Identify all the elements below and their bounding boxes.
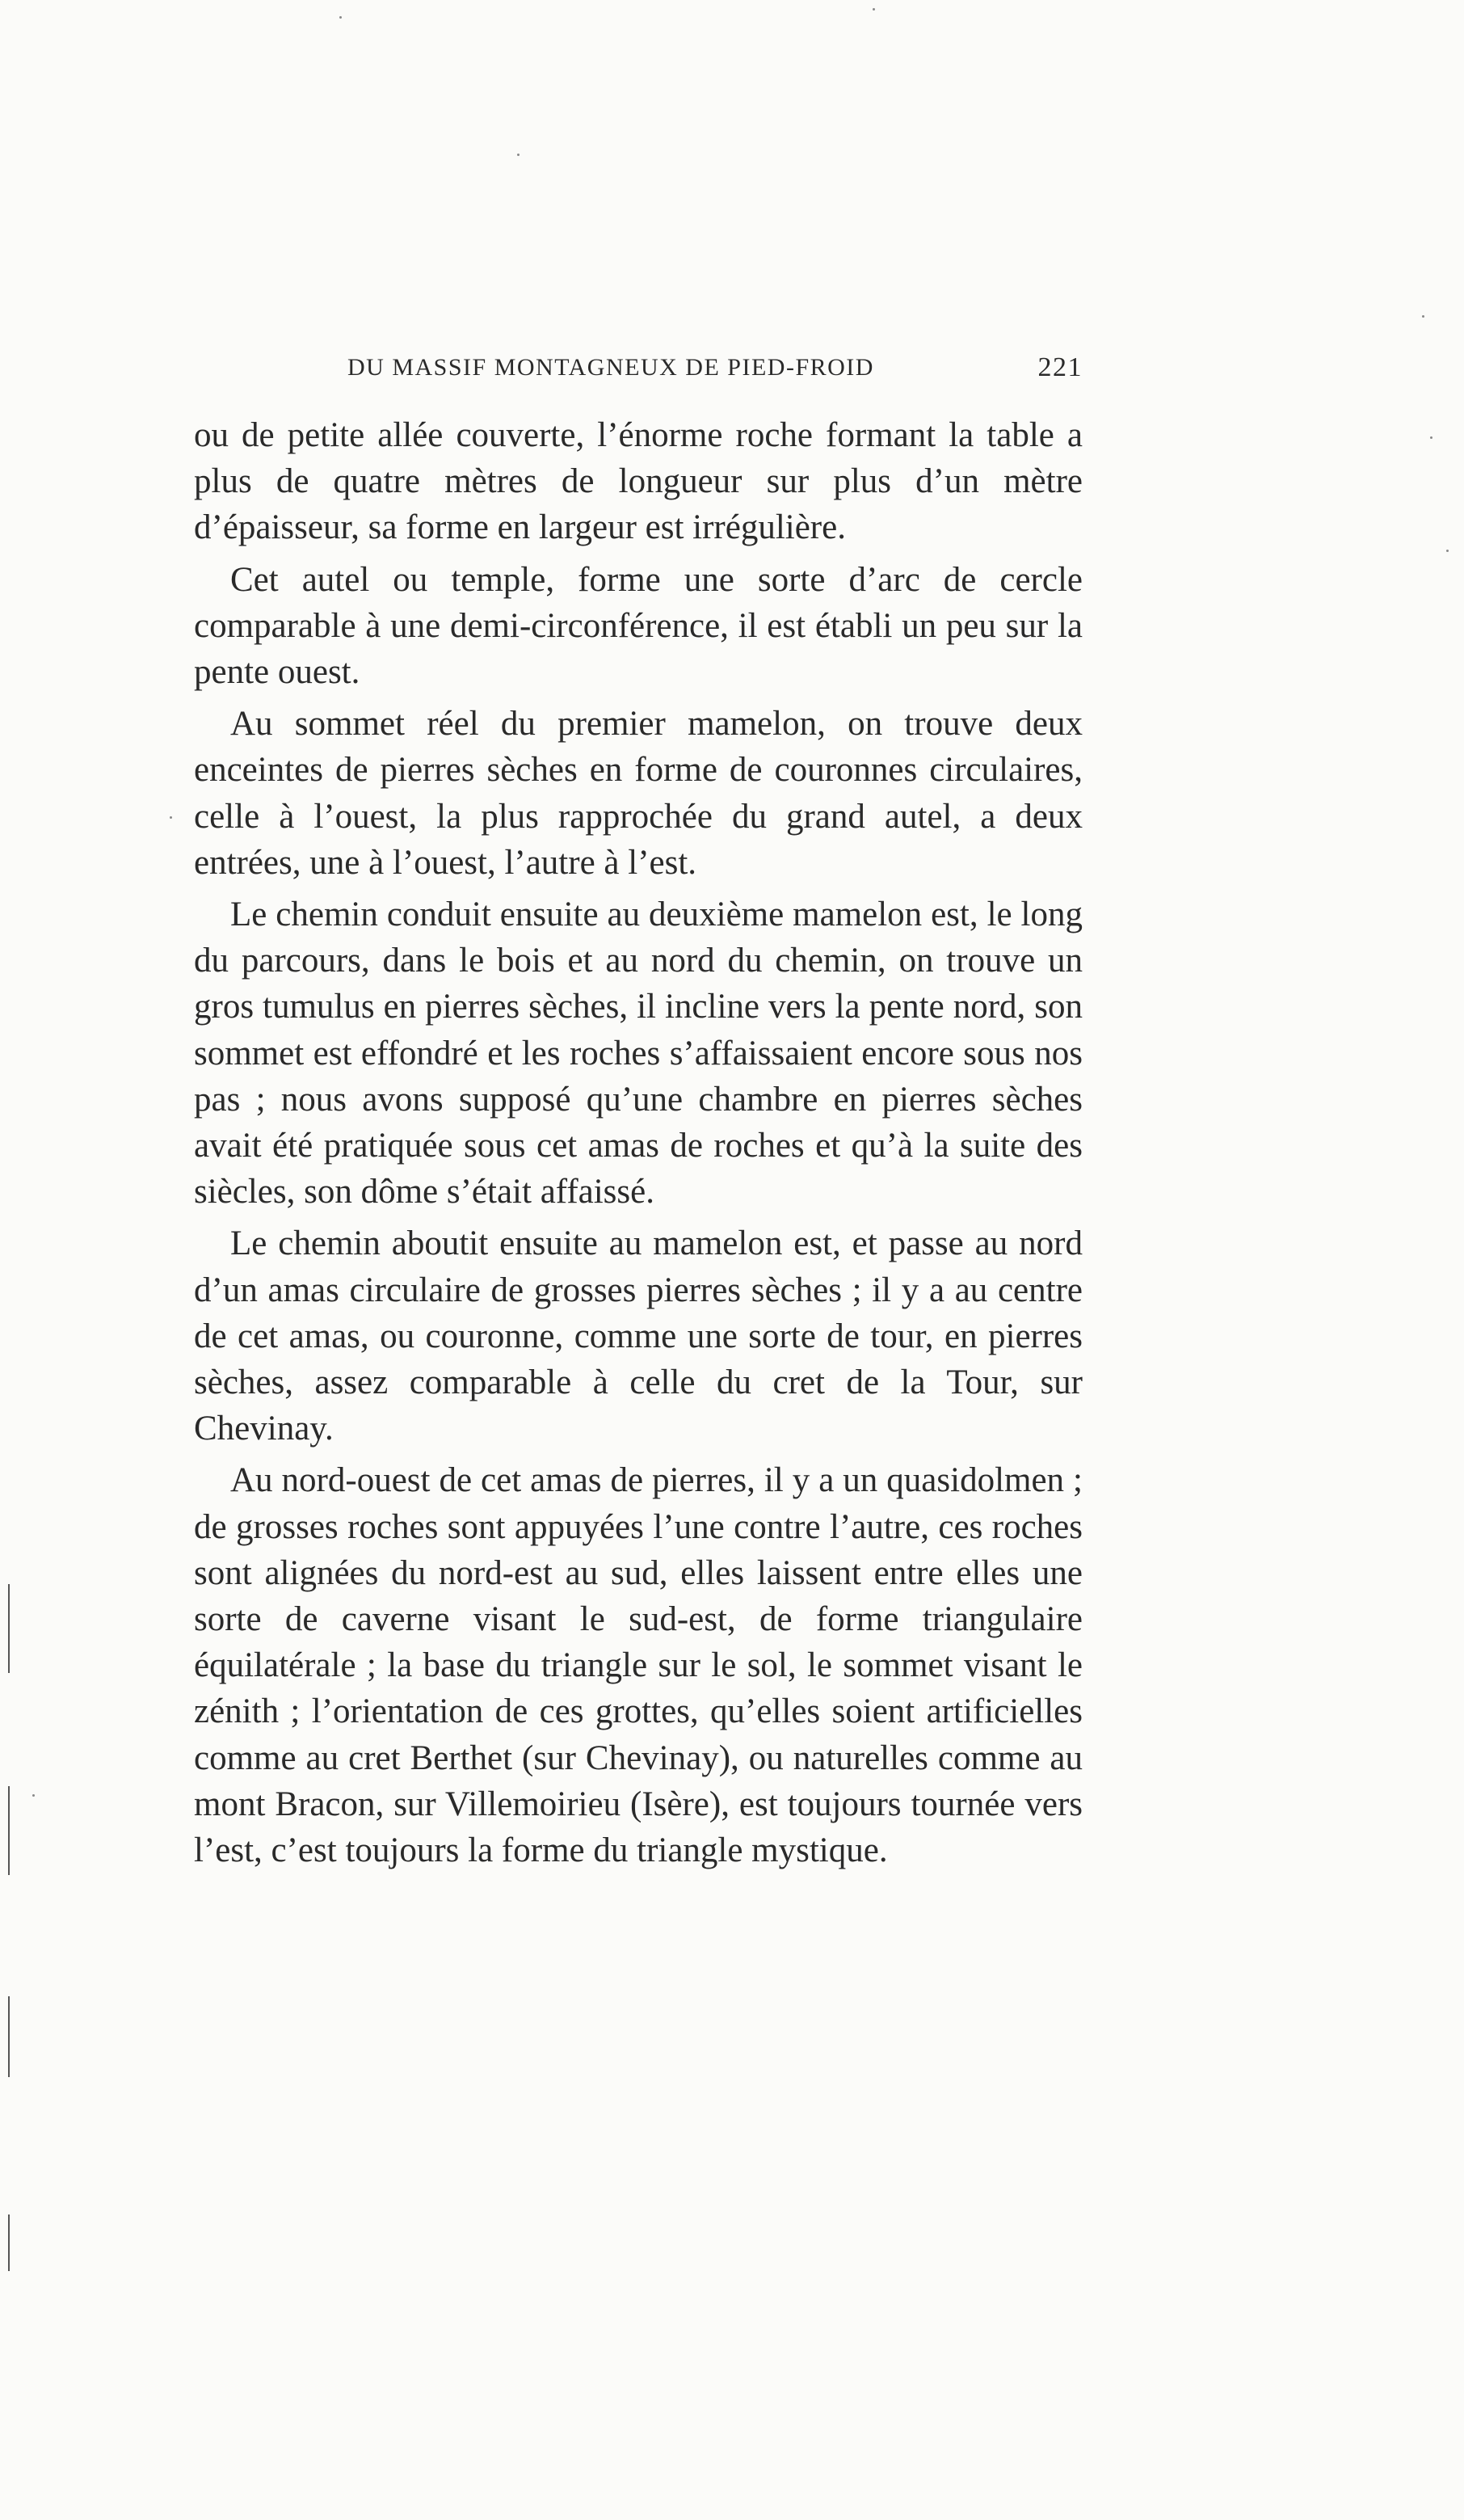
- body-text: [194, 412, 1083, 1873]
- running-head: [323, 348, 1083, 388]
- paragraph: Au nord-ouest de cet amas de pierres, il y a un quasidolmen ; de grosses roches sont appuyées l’une contre l’autre, ces roches sont alignées du nord-est au sud, elles laissent entre elles une sorte de caverne visant le sud-est, de forme triangulaire équilatérale ; la base du triangle sur le sol, le sommet visant le zénith ; l’orientation de ces grottes, qu’elles soient artificielles comme au cret Berthet (sur Chevinay), ou naturelles comme au mont Bracon, sur Villemoirieu (Isère), est toujours tournée vers l’est, c’est toujours la forme du triangle mystique.: [194, 1461, 1083, 1870]
- scan-speck: [1430, 436, 1432, 439]
- paragraph: Le chemin conduit ensuite au deuxième mamelon est, le long du parcours, dans le bois et au nord du chemin, on trouve un gros tumulus en pierres sèches, il incline vers la pente nord, son sommet est effondré et les roches s’affaissaient encore sous nos pas ; nous avons supposé qu’une chambre en pierres sèches avait été pratiquée sous cet amas de roches et qu’à la suite des siècles, son dôme s’était affaissé.: [194, 895, 1083, 1212]
- scan-speck: [1446, 550, 1449, 552]
- paragraph: Cet autel ou temple, forme une sorte d’arc de cercle comparable à une demi-circonférence, il est établi un peu sur la pente ouest.: [194, 560, 1083, 692]
- paragraph: Le chemin aboutit ensuite au mamelon est, et passe au nord d’un amas circulaire de grosses pierres sèches ; il y a au centre de cet amas, ou couronne, comme une sorte de tour, en pierres sèches, assez comparable à celle du cret de la Tour, sur Chevinay.: [194, 1224, 1083, 1448]
- page-number: 221: [1037, 352, 1083, 382]
- scan-speck: [517, 154, 520, 156]
- paragraph: ou de petite allée couverte, l’énorme roche formant la table a plus de quatre mètres de longueur sur plus d’un mètre d’épaisseur, sa forme en largeur est irrégulière.: [194, 416, 1083, 547]
- scan-speck: [1422, 315, 1424, 318]
- scan-speck: [339, 16, 342, 19]
- scan-mark: [8, 1786, 10, 1875]
- scan-mark: [8, 1996, 10, 2077]
- scan-mark: [8, 2214, 10, 2271]
- running-title: DU MASSIF MONTAGNEUX DE PIED-FROID: [347, 354, 874, 381]
- paragraph: Au sommet réel du premier mamelon, on trouve deux enceintes de pierres sèches en forme de couronnes circulaires, celle à l’ouest, la plus rapprochée du grand autel, a deux entrées, une à l’ouest, l’autre à l’est.: [194, 705, 1083, 882]
- scan-speck: [32, 1794, 35, 1797]
- scan-speck: [873, 8, 875, 11]
- scan-mark: [8, 1584, 10, 1673]
- scan-speck: [170, 816, 172, 819]
